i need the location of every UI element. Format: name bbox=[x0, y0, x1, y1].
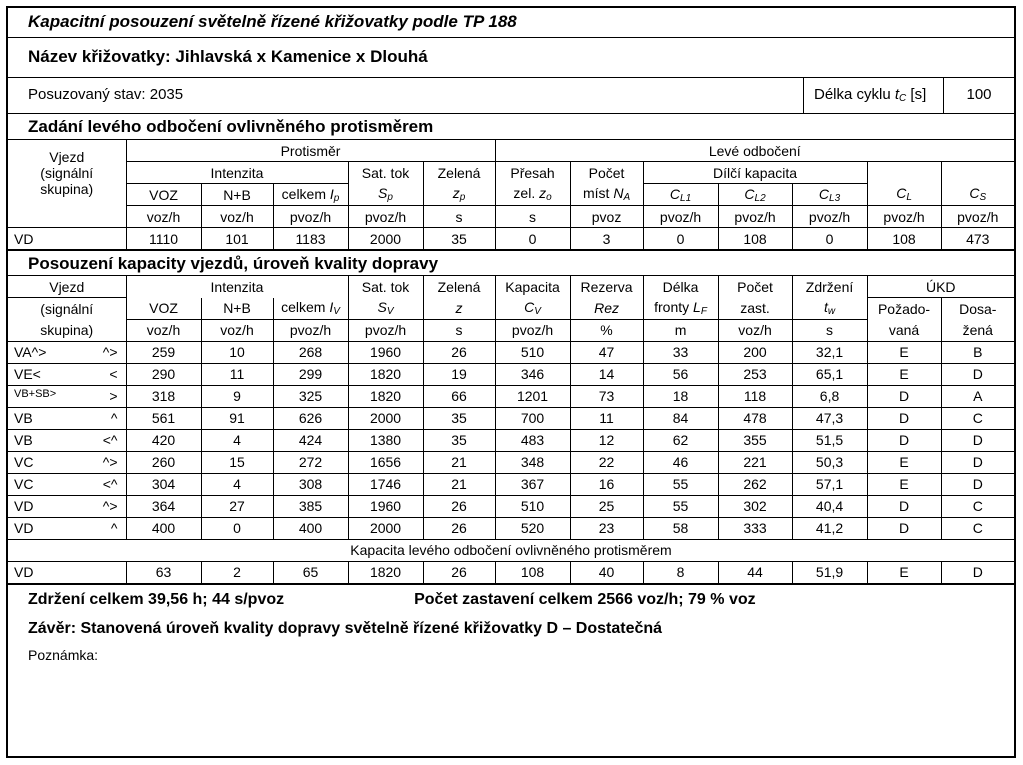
table-cell: 290 bbox=[126, 363, 201, 385]
approach-cell bbox=[8, 473, 126, 495]
table-cell: 355 bbox=[718, 429, 792, 451]
table-cell: 1656 bbox=[348, 451, 423, 473]
table-row bbox=[8, 473, 1014, 495]
table-row bbox=[8, 341, 1014, 363]
table-cell: C bbox=[941, 495, 1014, 517]
table-cell: 364 bbox=[126, 495, 201, 517]
table-cell: 1960 bbox=[348, 341, 423, 363]
table-cell: 221 bbox=[718, 451, 792, 473]
table-cell: 259 bbox=[126, 341, 201, 363]
approach-cell bbox=[8, 385, 126, 407]
table-cell: 22 bbox=[570, 451, 643, 473]
table-cell: 25 bbox=[570, 495, 643, 517]
table-cell: E bbox=[867, 363, 941, 385]
table-row bbox=[8, 363, 1014, 385]
table-cell: 15 bbox=[201, 451, 273, 473]
table-cell: E bbox=[867, 341, 941, 363]
lt-header-protismer: Protisměr bbox=[126, 140, 495, 162]
table-cell: 6,8 bbox=[792, 385, 867, 407]
table-cell: 26 bbox=[423, 341, 495, 363]
left-turn-table: Vjezd (signální skupina) Protisměr Levé odbočení Intenzita Sat. tok Zelená Přesah Počet Dílčí kapacita VOZ N+B celkem $I_p$ $S_p$ $z_p$ zel. $z_o$ míst $N_A$ $C_{L1}$ $C_{L2}$ $C_{L3}$ $C_L$ $C_S$ voz/h voz/h pvoz/h pvoz/h s s pvoz pvoz/h pvoz/h pvoz/h pvoz/h pvoz/h VD 1110 101 1183 2000 35 0 3 0 108 0 108 473 bbox=[8, 139, 1014, 250]
table-cell: 478 bbox=[718, 407, 792, 429]
lt-header-dilci: Dílčí kapacita bbox=[643, 162, 867, 184]
lt-units-row: voz/h voz/h pvoz/h pvoz/h s s pvoz pvoz/h pvoz/h pvoz/h pvoz/h pvoz/h bbox=[8, 206, 1014, 228]
state-row bbox=[8, 78, 1014, 114]
table-cell: 11 bbox=[570, 407, 643, 429]
left-turn-label-row: Kapacita levého odbočení ovlivněného protisměrem bbox=[8, 539, 1014, 561]
table-cell: 268 bbox=[273, 341, 348, 363]
approach-name: VE< bbox=[14, 366, 41, 382]
table-cell: 41,2 bbox=[792, 517, 867, 539]
table-row bbox=[8, 407, 1014, 429]
table-cell: D bbox=[941, 473, 1014, 495]
table-cell: 348 bbox=[495, 451, 570, 473]
table-cell: 2000 bbox=[348, 517, 423, 539]
table-cell: D bbox=[941, 363, 1014, 385]
table-cell: 11 bbox=[201, 363, 273, 385]
lt-header-zelena: Zelená bbox=[423, 162, 495, 184]
note: Poznámka: bbox=[28, 646, 99, 663]
direction-arrows: <^ bbox=[102, 432, 118, 448]
table-cell: 483 bbox=[495, 429, 570, 451]
table-cell: 510 bbox=[495, 341, 570, 363]
cycle-length-value: 100 bbox=[943, 78, 1014, 113]
cycle-length-label: Délka cyklu $t_C$ [s] bbox=[803, 78, 943, 113]
capacity-section-title: Posouzení kapacity vjezdů, úroveň kvality dopravy bbox=[8, 250, 1014, 275]
left-turn-capacity-row: VD 63 2 65 1820 26 108 40 8 44 51,9 E D bbox=[8, 561, 1014, 583]
lt-header-vjezd: Vjezd (signální skupina) bbox=[8, 140, 126, 206]
table-cell: 55 bbox=[643, 473, 718, 495]
table-cell: 1380 bbox=[348, 429, 423, 451]
table-cell: C bbox=[941, 407, 1014, 429]
table-cell: 4 bbox=[201, 429, 273, 451]
table-cell: 47 bbox=[570, 341, 643, 363]
table-row bbox=[8, 429, 1014, 451]
table-cell: 50,3 bbox=[792, 451, 867, 473]
table-cell: 272 bbox=[273, 451, 348, 473]
direction-arrows: ^ bbox=[110, 520, 118, 536]
table-cell: 18 bbox=[643, 385, 718, 407]
table-cell: 33 bbox=[643, 341, 718, 363]
table-cell: 333 bbox=[718, 517, 792, 539]
table-cell: B bbox=[941, 341, 1014, 363]
table-cell: 0 bbox=[201, 517, 273, 539]
table-cell: A bbox=[941, 385, 1014, 407]
lt-data-row: VD 1110 101 1183 2000 35 0 3 0 108 0 108 473 bbox=[8, 228, 1014, 250]
approach-name: VD bbox=[14, 520, 34, 536]
intersection-name: Název křižovatky: Jihlavská x Kamenice x Dlouhá bbox=[8, 38, 1014, 78]
approach-name: VA^> bbox=[14, 344, 47, 360]
table-cell: 9 bbox=[201, 385, 273, 407]
lt-header-intenzita: Intenzita bbox=[126, 162, 348, 184]
total-delay: Zdržení celkem 39,56 h; 44 s/pvoz bbox=[28, 590, 285, 608]
capacity-form bbox=[6, 6, 1016, 758]
table-cell: 400 bbox=[126, 517, 201, 539]
lt-header-presah: Přesah bbox=[495, 162, 570, 184]
table-cell: 35 bbox=[423, 429, 495, 451]
table-cell: 1201 bbox=[495, 385, 570, 407]
table-cell: 2000 bbox=[348, 407, 423, 429]
table-cell: 51,5 bbox=[792, 429, 867, 451]
approach-name: VB+SB> bbox=[14, 388, 57, 400]
direction-arrows: ^> bbox=[102, 454, 118, 470]
table-cell: 21 bbox=[423, 473, 495, 495]
table-cell: E bbox=[867, 451, 941, 473]
table-cell: 66 bbox=[423, 385, 495, 407]
table-cell: 520 bbox=[495, 517, 570, 539]
table-cell: 73 bbox=[570, 385, 643, 407]
table-cell: D bbox=[867, 385, 941, 407]
table-cell: 23 bbox=[570, 517, 643, 539]
table-cell: 46 bbox=[643, 451, 718, 473]
table-cell: 1820 bbox=[348, 363, 423, 385]
table-cell: 56 bbox=[643, 363, 718, 385]
table-cell: 626 bbox=[273, 407, 348, 429]
table-cell: 424 bbox=[273, 429, 348, 451]
table-cell: 420 bbox=[126, 429, 201, 451]
table-cell: D bbox=[867, 407, 941, 429]
table-cell: D bbox=[941, 451, 1014, 473]
table-cell: 40,4 bbox=[792, 495, 867, 517]
table-cell: 10 bbox=[201, 341, 273, 363]
table-cell: 21 bbox=[423, 451, 495, 473]
table-cell: D bbox=[867, 517, 941, 539]
approach-cell bbox=[8, 429, 126, 451]
total-stops: Počet zastavení celkem 2566 voz/h; 79 % voz bbox=[414, 590, 756, 608]
direction-arrows: ^> bbox=[102, 498, 118, 514]
table-cell: 55 bbox=[643, 495, 718, 517]
table-cell: 57,1 bbox=[792, 473, 867, 495]
approach-name: VC bbox=[14, 454, 34, 470]
capacity-rows bbox=[8, 341, 1014, 539]
table-cell: 58 bbox=[643, 517, 718, 539]
table-cell: 26 bbox=[423, 517, 495, 539]
table-cell: D bbox=[941, 429, 1014, 451]
direction-arrows: > bbox=[109, 388, 118, 404]
table-cell: 262 bbox=[718, 473, 792, 495]
approach-name: VB bbox=[14, 410, 33, 426]
table-cell: 400 bbox=[273, 517, 348, 539]
form-title: Kapacitní posouzení světelně řízené křižovatky podle TP 188 bbox=[8, 8, 1014, 38]
table-cell: 561 bbox=[126, 407, 201, 429]
approach-name: VC bbox=[14, 476, 34, 492]
lt-header-pocet: Počet bbox=[570, 162, 643, 184]
direction-arrows: < bbox=[109, 366, 118, 382]
table-cell: 700 bbox=[495, 407, 570, 429]
table-cell: 367 bbox=[495, 473, 570, 495]
table-cell: 47,3 bbox=[792, 407, 867, 429]
direction-arrows: <^ bbox=[102, 476, 118, 492]
approach-cell bbox=[8, 363, 126, 385]
table-cell: 118 bbox=[718, 385, 792, 407]
table-cell: 16 bbox=[570, 473, 643, 495]
table-cell: 253 bbox=[718, 363, 792, 385]
table-row bbox=[8, 385, 1014, 407]
table-cell: 346 bbox=[495, 363, 570, 385]
table-cell: E bbox=[867, 473, 941, 495]
table-cell: 260 bbox=[126, 451, 201, 473]
table-cell: 308 bbox=[273, 473, 348, 495]
table-cell: 1960 bbox=[348, 495, 423, 517]
table-cell: D bbox=[867, 429, 941, 451]
table-cell: 304 bbox=[126, 473, 201, 495]
lt-header-sat: Sat. tok bbox=[348, 162, 423, 184]
summary-row bbox=[8, 584, 1014, 615]
table-cell: 19 bbox=[423, 363, 495, 385]
table-cell: 299 bbox=[273, 363, 348, 385]
approach-cell bbox=[8, 451, 126, 473]
direction-arrows: ^ bbox=[110, 410, 118, 426]
table-cell: 12 bbox=[570, 429, 643, 451]
approach-name: VD bbox=[14, 498, 34, 514]
approach-cell bbox=[8, 407, 126, 429]
table-cell: 26 bbox=[423, 495, 495, 517]
approach-cell bbox=[8, 341, 126, 363]
table-cell: 318 bbox=[126, 385, 201, 407]
table-row bbox=[8, 495, 1014, 517]
cap-units-row: skupina) voz/h voz/h pvoz/h pvoz/h s pvoz/h % m voz/h s vaná žená bbox=[8, 319, 1014, 341]
table-row bbox=[8, 517, 1014, 539]
table-cell: 35 bbox=[423, 407, 495, 429]
table-cell: 325 bbox=[273, 385, 348, 407]
table-cell: 200 bbox=[718, 341, 792, 363]
table-cell: 510 bbox=[495, 495, 570, 517]
table-cell: 32,1 bbox=[792, 341, 867, 363]
table-row bbox=[8, 451, 1014, 473]
table-cell: 1746 bbox=[348, 473, 423, 495]
table-cell: 14 bbox=[570, 363, 643, 385]
table-cell: D bbox=[867, 495, 941, 517]
approach-cell bbox=[8, 495, 126, 517]
table-cell: 84 bbox=[643, 407, 718, 429]
table-cell: 91 bbox=[201, 407, 273, 429]
direction-arrows: ^> bbox=[102, 344, 118, 360]
assessed-state: Posuzovaný stav: 2035 bbox=[28, 86, 184, 103]
capacity-table: Vjezd Intenzita Sat. tok Zelená Kapacita Rezerva Délka Počet Zdržení ÚKD (signální VOZ N+B celkem $I_V$ $S_V$ z $C_V$ Rez fronty $L_F$ zast. $t_w$ Požado- Dosa- skupina) voz/h voz/h pvoz/h pvoz/h s pvoz/h % m voz/h s vaná žená VA^> ^> 259 10 268 1960 26 510 47 33 200 32,1 E B VE< < 290 11 299 1820 19 346 14 56 253 65,1 E D VB+SB> > 318 9 325 1820 66 1201 73 18 118 6,8 D A VB ^ 561 91 626 2000 35 700 11 84 478 47,3 D C VB <^ 420 4 424 1380 35 483 12 62 355 51,5 D D VC ^> 260 15 272 1656 21 348 22 46 221 50,3 E D VC <^ 304 4 308 1746 21 367 16 55 262 57,1 E D VD ^> 364 27 385 1960 26 510 25 55 302 40,4 D C VD ^ 400 0 400 2000 26 520 23 58 333 41,2 D C Kapacita levého odbočení ovlivněného protisměrem VD 63 2 65 1820 26 108 40 8 44 51,9 E D bbox=[8, 275, 1014, 584]
conclusion: Závěr: Stanovená úroveň kvality dopravy světelně řízené křižovatky D – Dostatečná bbox=[28, 619, 663, 637]
table-cell: 385 bbox=[273, 495, 348, 517]
lt-header-leve: Levé odbočení bbox=[495, 140, 1014, 162]
left-turn-section-title: Zadání levého odbočení ovlivněného protisměrem bbox=[28, 117, 434, 136]
approach-cell bbox=[8, 517, 126, 539]
approach-name: VB bbox=[14, 432, 33, 448]
table-cell: 302 bbox=[718, 495, 792, 517]
table-cell: 1820 bbox=[348, 385, 423, 407]
table-cell: 62 bbox=[643, 429, 718, 451]
table-cell: 4 bbox=[201, 473, 273, 495]
table-cell: 27 bbox=[201, 495, 273, 517]
table-cell: 65,1 bbox=[792, 363, 867, 385]
table-cell: C bbox=[941, 517, 1014, 539]
